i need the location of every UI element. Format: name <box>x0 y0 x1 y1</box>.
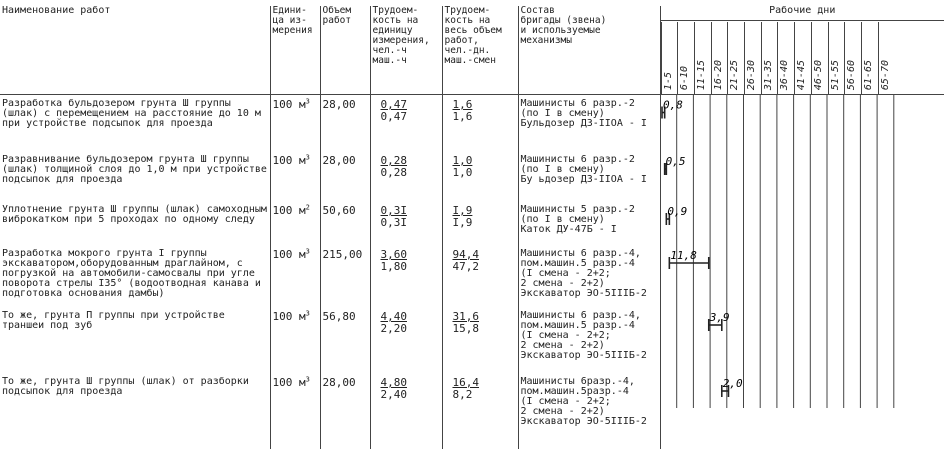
unit-exponent: 3 <box>306 375 310 383</box>
header-volume <box>320 6 370 95</box>
days-cell <box>660 245 944 307</box>
unit-cell <box>270 373 320 449</box>
volume-cell <box>320 245 370 307</box>
day-range-label: 51-55 <box>831 60 841 90</box>
unit-cell <box>270 151 320 201</box>
labor-unit-cell <box>370 201 442 245</box>
labor-total-top: 16,4 <box>453 377 516 389</box>
labor-total-bottom: 1,6 <box>453 111 516 123</box>
work-name-text: Разработка мокрого грунта I группы экскаватором,оборудованным драглайном, с погрузкой на автомобили-самосвалы при угле поворота стрелы I35° (водоотводная канава и подготовка основания дамбы) <box>2 248 261 299</box>
labor-unit-bottom: 0,3I <box>381 217 440 229</box>
unit-cell <box>270 95 320 152</box>
labor-unit-cell <box>370 245 442 307</box>
header-crew-text: Состав бригады (звена) и используемые механизмы <box>521 6 607 46</box>
labor-total-cell <box>442 151 518 201</box>
table-row <box>0 373 944 449</box>
days-header <box>661 6 945 94</box>
labor-total-cell <box>442 95 518 152</box>
work-name-text: То же, грунта Ш группы (шлак) от разборки подсыпок для проезда <box>2 376 249 397</box>
crew-cell <box>518 307 660 373</box>
labor-unit-cell <box>370 95 442 152</box>
labor-total-cell <box>442 307 518 373</box>
day-range-label: 46-50 <box>814 60 824 90</box>
table-row <box>0 201 944 245</box>
header-unit-text: Едини- ца из- мерения <box>273 6 313 36</box>
labor-unit-bottom: 1,80 <box>381 261 440 273</box>
unit-exponent: 3 <box>306 247 310 255</box>
days-cell <box>660 95 944 152</box>
volume-text: 50,60 <box>323 204 356 217</box>
unit-exponent: 3 <box>306 309 310 317</box>
day-range-header <box>844 22 861 94</box>
work-name <box>0 201 270 245</box>
volume-text: 28,00 <box>323 154 356 167</box>
header-name: Наименование работ <box>0 6 270 95</box>
volume-text: 28,00 <box>323 376 356 389</box>
volume-text: 28,00 <box>323 98 356 111</box>
crew-cell <box>518 245 660 307</box>
labor-total-cell <box>442 373 518 449</box>
day-range-header <box>661 22 678 94</box>
header-row <box>0 6 944 95</box>
labor-total-top: I,9 <box>453 205 516 217</box>
day-range-header <box>777 22 794 94</box>
days-cell <box>660 201 944 245</box>
day-range-header <box>861 22 878 94</box>
day-range-label: 31-35 <box>764 60 774 90</box>
header-days <box>660 6 944 95</box>
volume-cell <box>320 307 370 373</box>
days-cell <box>660 151 944 201</box>
day-range-header <box>677 22 694 94</box>
day-range-header <box>694 22 711 94</box>
table-body <box>0 95 944 449</box>
header-unit <box>270 6 320 95</box>
gantt-bar-label: 0,9 <box>667 205 687 218</box>
labor-total-bottom: 15,8 <box>453 323 516 335</box>
labor-unit-top: 3,60 <box>381 249 440 261</box>
crew-text: Машинисты 6 разр.-4, пом.машин.5 разр.-4 (I смена - 2+2; 2 смена - 2+2) Экскаватор ЭО-5IIIБ-2 <box>521 310 647 361</box>
gantt-bar-label: 0,8 <box>663 99 683 112</box>
labor-unit-top: 4,40 <box>381 311 440 323</box>
labor-unit-top: 0,28 <box>381 155 440 167</box>
day-range-header <box>878 22 895 94</box>
unit-text: 100 м <box>273 98 306 111</box>
work-name <box>0 245 270 307</box>
labor-total-bottom: 47,2 <box>453 261 516 273</box>
crew-cell <box>518 95 660 152</box>
days-cell <box>660 373 944 449</box>
volume-cell <box>320 201 370 245</box>
day-range-label: 16-20 <box>714 60 724 90</box>
labor-total-bottom: I,9 <box>453 217 516 229</box>
unit-text: 100 м <box>273 310 306 323</box>
labor-total-top: 94,4 <box>453 249 516 261</box>
day-range-label: 65-70 <box>881 60 891 90</box>
table-row <box>0 307 944 373</box>
header-labor-unit <box>370 6 442 95</box>
days-title: Рабочие дни <box>661 6 945 21</box>
labor-total-cell <box>442 245 518 307</box>
labor-total-bottom: 8,2 <box>453 389 516 401</box>
days-cell <box>660 307 944 373</box>
day-range-label: 36-40 <box>780 60 790 90</box>
gantt-bar-label: 0,5 <box>666 155 686 168</box>
day-range-header <box>828 22 845 94</box>
work-name-text: Уплотнение грунта Ш группы (шлак) самоходным виброкатком при 5 проходах по одному следу <box>2 204 267 225</box>
day-range-label: 6-10 <box>680 66 690 90</box>
labor-total-top: 1,0 <box>453 155 516 167</box>
gantt-bar-label: 2,0 <box>723 377 743 390</box>
labor-unit-bottom: 2,20 <box>381 323 440 335</box>
unit-text: 100 м <box>273 204 306 217</box>
labor-unit-top: 4,80 <box>381 377 440 389</box>
crew-text: Машинисты 6 разр.-2 (по I в смену) Бу ьдозер ДЗ-IIОА - I <box>521 154 647 185</box>
day-range-label: 11-15 <box>697 60 707 90</box>
crew-cell <box>518 201 660 245</box>
unit-exponent: 3 <box>306 97 310 105</box>
day-range-label: 61-65 <box>864 60 874 90</box>
header-labor-total-text: Трудоем- кость на весь объем работ, чел.-дн. маш.-смен <box>445 6 502 66</box>
unit-cell <box>270 201 320 245</box>
labor-unit-top: 0,47 <box>381 99 440 111</box>
crew-cell <box>518 373 660 449</box>
day-range-label: 56-60 <box>847 60 857 90</box>
table-row <box>0 151 944 201</box>
work-name-text: Разравнивание бульдозером грунта Ш группы (шлак) толщиной слоя до 1,0 м при устройстве подсыпок для проезда <box>2 154 267 185</box>
crew-cell <box>518 151 660 201</box>
header-volume-text: Объем работ <box>323 6 352 26</box>
work-schedule-table <box>0 6 944 449</box>
unit-text: 100 м <box>273 248 306 261</box>
work-name <box>0 307 270 373</box>
work-name-text: То же, грунта П группы при устройстве траншеи под зуб <box>2 310 225 331</box>
unit-text: 100 м <box>273 376 306 389</box>
labor-unit-bottom: 2,40 <box>381 389 440 401</box>
day-range-label: 41-45 <box>797 60 807 90</box>
crew-text: Машинисты 6 разр.-4, пом.машин.5 разр.-4 (I смена - 2+2; 2 смена - 2+2) Экскаватор ЭО-5IIIБ-2 <box>521 248 647 299</box>
labor-unit-cell <box>370 151 442 201</box>
volume-cell <box>320 151 370 201</box>
volume-cell <box>320 373 370 449</box>
crew-text: Машинисты 5 разр.-2 (по I в смену) Каток ДУ-47Б - I <box>521 204 635 235</box>
crew-text: Машинисты 6разр.-4, пом.машин.5разр.-4 (I смена - 2+2; 2 смена - 2+2) Экскаватор ЭО-5IIIБ-2 <box>521 376 647 427</box>
labor-total-top: 31,6 <box>453 311 516 323</box>
volume-text: 56,80 <box>323 310 356 323</box>
header-crew <box>518 6 660 95</box>
labor-unit-cell <box>370 373 442 449</box>
labor-unit-cell <box>370 307 442 373</box>
day-range-header <box>711 22 728 94</box>
unit-text: 100 м <box>273 154 306 167</box>
header-labor-unit-text: Трудоем- кость на единицу измерения, чел.-ч маш.-ч <box>373 6 430 66</box>
gantt-bar-label: 3,9 <box>709 311 730 324</box>
header-labor-total <box>442 6 518 95</box>
unit-exponent: 3 <box>306 153 310 161</box>
gantt-bar-label: 11,8 <box>670 249 697 262</box>
work-name <box>0 151 270 201</box>
day-range-header <box>744 22 761 94</box>
work-name <box>0 95 270 152</box>
table-row <box>0 245 944 307</box>
day-range-header <box>794 22 811 94</box>
unit-cell <box>270 307 320 373</box>
labor-unit-bottom: 0,28 <box>381 167 440 179</box>
day-range-label: 26-30 <box>747 60 757 90</box>
day-range-header <box>727 22 744 94</box>
labor-unit-bottom: 0,47 <box>381 111 440 123</box>
work-name <box>0 373 270 449</box>
unit-exponent: 2 <box>306 203 310 211</box>
day-range-label: 21-25 <box>730 60 740 90</box>
day-range-header <box>811 22 828 94</box>
day-range-label: 1-5 <box>664 72 674 90</box>
labor-total-bottom: 1,0 <box>453 167 516 179</box>
volume-cell <box>320 95 370 152</box>
unit-cell <box>270 245 320 307</box>
work-name-text: Разработка бульдозером грунта Ш группы (шлак) с перемещением на расстояние до 10 м при устройстве подсыпок для проезда <box>2 98 261 129</box>
day-range-header <box>761 22 778 94</box>
labor-total-cell <box>442 201 518 245</box>
labor-total-top: 1,6 <box>453 99 516 111</box>
labor-unit-top: 0,3I <box>381 205 440 217</box>
volume-text: 215,00 <box>323 248 363 261</box>
table-row <box>0 95 944 152</box>
crew-text: Машинисты 6 разр.-2 (по I в смену) Бульдозер ДЗ-IIОА - I <box>521 98 647 129</box>
